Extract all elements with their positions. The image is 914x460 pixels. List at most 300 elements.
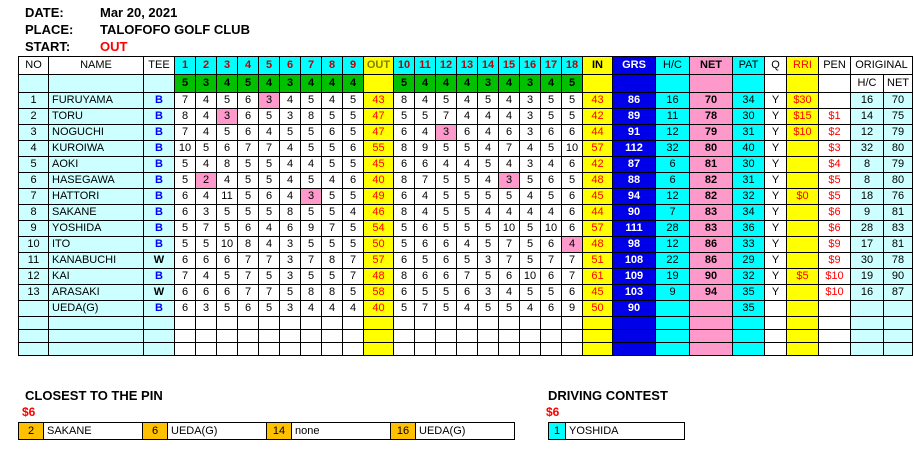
player-row	[19, 205, 913, 221]
q-cell: Y	[765, 141, 787, 157]
score-cell-hole-3: 4	[217, 173, 238, 189]
handicap: 12	[656, 237, 690, 253]
score-cell-hole-15: 5	[499, 301, 520, 317]
player-name	[49, 317, 144, 330]
player-name: ITO	[49, 237, 144, 253]
score-cell-hole-2: 4	[196, 125, 217, 141]
tee-cell: B	[144, 205, 175, 221]
player-name: AOKI	[49, 157, 144, 173]
score-cell-hole-7: 4	[301, 301, 322, 317]
score-cell-hole-1: 7	[175, 125, 196, 141]
par-hole-1: 5	[175, 75, 196, 93]
prize-hole-number: 1	[549, 423, 566, 440]
score-cell-hole-5: 5	[259, 157, 280, 173]
par-out-cell	[364, 75, 394, 93]
putts: 35	[733, 301, 765, 317]
score-cell-hole-10: 6	[394, 189, 415, 205]
score-cell	[394, 317, 415, 330]
q-cell: Y	[765, 109, 787, 125]
score-cell-hole-14: 5	[478, 157, 499, 173]
rri-cell	[787, 301, 819, 317]
score-cell-hole-7: 5	[301, 173, 322, 189]
original-net: 90	[884, 269, 913, 285]
score-cell-hole-1: 6	[175, 253, 196, 269]
col-header-hole-2: 2	[196, 57, 217, 75]
par-hole-5: 4	[259, 75, 280, 93]
score-cell-hole-1: 6	[175, 301, 196, 317]
score-cell-hole-7: 4	[301, 157, 322, 173]
out-total	[364, 317, 394, 330]
score-cell-hole-17: 7	[541, 253, 562, 269]
prize-hole-number: 2	[19, 423, 44, 440]
tee-cell: B	[144, 157, 175, 173]
tee-cell	[144, 317, 175, 330]
handicap	[656, 317, 690, 330]
col-header-hole-11: 11	[415, 57, 436, 75]
score-cell	[415, 343, 436, 356]
original-net: 70	[884, 93, 913, 109]
par-hole-11: 4	[415, 75, 436, 93]
player-row	[19, 285, 913, 301]
score-cell-hole-11: 4	[415, 125, 436, 141]
score-cell-hole-5: 7	[259, 285, 280, 301]
net-score: 86	[690, 253, 733, 269]
score-cell	[562, 343, 583, 356]
score-cell-hole-14: 4	[478, 125, 499, 141]
pen-cell: $3	[819, 141, 851, 157]
original-net: 87	[884, 285, 913, 301]
score-cell	[280, 330, 301, 343]
prize-hole-number: 16	[391, 423, 416, 440]
original-net	[884, 330, 913, 343]
score-cell-hole-7: 3	[301, 189, 322, 205]
score-cell-hole-17: 4	[541, 205, 562, 221]
putts: 30	[733, 109, 765, 125]
score-cell-hole-18: 6	[562, 157, 583, 173]
score-cell-hole-13: 6	[457, 125, 478, 141]
pen-cell: $2	[819, 125, 851, 141]
par-row	[19, 75, 913, 93]
score-cell	[301, 343, 322, 356]
handicap: 16	[656, 93, 690, 109]
score-cell-hole-6: 3	[280, 269, 301, 285]
score-cell-hole-4: 5	[238, 157, 259, 173]
score-cell-hole-5: 5	[259, 269, 280, 285]
out-total: 40	[364, 301, 394, 317]
pen-cell	[819, 93, 851, 109]
score-cell-hole-2: 3	[196, 301, 217, 317]
col-header-name: NAME	[49, 57, 144, 75]
in-total: 45	[583, 285, 613, 301]
header-row	[19, 57, 913, 75]
original-net	[884, 301, 913, 317]
col-header-hole-16: 16	[520, 57, 541, 75]
score-cell-hole-7: 8	[301, 285, 322, 301]
original-handicap: 17	[851, 237, 884, 253]
putts: 34	[733, 93, 765, 109]
rri-cell	[787, 173, 819, 189]
col-header-pen: PEN	[819, 57, 851, 75]
score-cell-hole-18: 5	[562, 93, 583, 109]
score-cell-hole-16: 5	[520, 221, 541, 237]
score-cell	[280, 317, 301, 330]
putts: 29	[733, 253, 765, 269]
player-name: KUROIWA	[49, 141, 144, 157]
row-number: 4	[19, 141, 49, 157]
prize-hole-number: 14	[267, 423, 292, 440]
original-net: 76	[884, 189, 913, 205]
out-total: 46	[364, 205, 394, 221]
col-header-hole-17: 17	[541, 57, 562, 75]
score-cell	[175, 317, 196, 330]
score-cell-hole-10: 8	[394, 269, 415, 285]
score-cell-hole-18: 9	[562, 301, 583, 317]
tee-cell	[144, 330, 175, 343]
row-number: 3	[19, 125, 49, 141]
row-number: 6	[19, 173, 49, 189]
score-cell-hole-11: 7	[415, 173, 436, 189]
score-cell-hole-1: 6	[175, 189, 196, 205]
score-cell-hole-18: 7	[562, 269, 583, 285]
original-net: 79	[884, 157, 913, 173]
col-header-hole-13: 13	[457, 57, 478, 75]
rri-cell	[787, 317, 819, 330]
par-hole-13: 4	[457, 75, 478, 93]
handicap: 6	[656, 157, 690, 173]
score-cell-hole-4: 6	[238, 125, 259, 141]
pen-cell: $5	[819, 173, 851, 189]
pen-cell: $9	[819, 237, 851, 253]
score-cell-hole-12: 5	[436, 189, 457, 205]
out-total: 47	[364, 125, 394, 141]
pen-cell	[819, 317, 851, 330]
score-cell-hole-11: 6	[415, 221, 436, 237]
original-net: 75	[884, 109, 913, 125]
score-cell-hole-17: 5	[541, 189, 562, 205]
original-net	[884, 343, 913, 356]
net-score: 82	[690, 173, 733, 189]
score-cell-hole-16: 3	[520, 157, 541, 173]
score-cell-hole-10: 6	[394, 157, 415, 173]
score-cell-hole-11: 5	[415, 109, 436, 125]
player-name: HATTORI	[49, 189, 144, 205]
score-cell	[238, 330, 259, 343]
score-cell-hole-7: 5	[301, 269, 322, 285]
par-pat-cell	[733, 75, 765, 93]
score-cell-hole-6: 8	[280, 205, 301, 221]
original-handicap: 18	[851, 189, 884, 205]
place-value: TALOFOFO GOLF CLUB	[100, 22, 250, 37]
score-cell-hole-6: 4	[280, 93, 301, 109]
score-cell-hole-3: 5	[217, 125, 238, 141]
score-cell-hole-18: 5	[562, 109, 583, 125]
score-cell-hole-8: 7	[322, 221, 343, 237]
pen-cell	[819, 343, 851, 356]
par-net-cell	[690, 75, 733, 93]
score-cell-hole-3: 11	[217, 189, 238, 205]
score-cell-hole-4: 8	[238, 237, 259, 253]
score-cell	[322, 330, 343, 343]
player-row	[19, 157, 913, 173]
score-cell-hole-4: 7	[238, 269, 259, 285]
score-cell-hole-4: 5	[238, 173, 259, 189]
tee-cell: B	[144, 125, 175, 141]
score-cell-hole-2: 5	[196, 237, 217, 253]
col-header-hole-18: 18	[562, 57, 583, 75]
prize-hole-number: 6	[143, 423, 168, 440]
handicap: 19	[656, 269, 690, 285]
q-cell: Y	[765, 157, 787, 173]
tee-cell: B	[144, 93, 175, 109]
score-cell-hole-5: 5	[259, 173, 280, 189]
original-handicap	[851, 330, 884, 343]
score-cell-hole-16: 5	[520, 285, 541, 301]
score-cell-hole-2: 4	[196, 109, 217, 125]
score-cell-hole-10: 8	[394, 205, 415, 221]
gross-score: 111	[613, 221, 656, 237]
empty-row	[19, 317, 913, 330]
score-cell-hole-9: 5	[343, 285, 364, 301]
score-cell	[343, 343, 364, 356]
row-number: 13	[19, 285, 49, 301]
col-header-no: NO	[19, 57, 49, 75]
score-cell-hole-8: 5	[322, 205, 343, 221]
original-handicap: 32	[851, 141, 884, 157]
score-cell-hole-17: 6	[541, 125, 562, 141]
score-cell-hole-17: 5	[541, 141, 562, 157]
row-number: 1	[19, 93, 49, 109]
tee-cell: B	[144, 221, 175, 237]
par-name-cell	[49, 75, 144, 93]
score-cell	[322, 317, 343, 330]
par-q-cell	[765, 75, 787, 93]
score-cell-hole-7: 5	[301, 205, 322, 221]
score-cell-hole-13: 4	[457, 93, 478, 109]
score-cell-hole-8: 5	[322, 189, 343, 205]
col-header-out: OUT	[364, 57, 394, 75]
par-hole-15: 4	[499, 75, 520, 93]
score-cell-hole-5: 4	[259, 125, 280, 141]
score-cell-hole-13: 5	[457, 141, 478, 157]
tee-cell: B	[144, 269, 175, 285]
score-cell	[436, 343, 457, 356]
gross-score	[613, 330, 656, 343]
putts: 33	[733, 237, 765, 253]
driving-contest-table	[548, 422, 685, 440]
score-cell-hole-18: 6	[562, 125, 583, 141]
score-cell-hole-13: 5	[457, 189, 478, 205]
out-total: 57	[364, 253, 394, 269]
score-cell	[196, 317, 217, 330]
rri-cell: $5	[787, 269, 819, 285]
handicap: 22	[656, 253, 690, 269]
rri-cell	[787, 253, 819, 269]
q-cell	[765, 301, 787, 317]
score-cell-hole-18: 6	[562, 221, 583, 237]
score-cell-hole-1: 10	[175, 141, 196, 157]
q-cell: Y	[765, 237, 787, 253]
player-name: FURUYAMA	[49, 93, 144, 109]
in-total: 48	[583, 237, 613, 253]
score-cell-hole-18: 10	[562, 141, 583, 157]
score-cell-hole-9: 5	[343, 237, 364, 253]
tee-cell: B	[144, 141, 175, 157]
pen-cell: $4	[819, 157, 851, 173]
score-cell-hole-7: 9	[301, 221, 322, 237]
score-cell-hole-16: 4	[520, 205, 541, 221]
row-number	[19, 301, 49, 317]
original-handicap: 30	[851, 253, 884, 269]
original-handicap: 12	[851, 125, 884, 141]
score-cell-hole-6: 4	[280, 173, 301, 189]
gross-score: 98	[613, 237, 656, 253]
in-total: 57	[583, 221, 613, 237]
score-cell-hole-5: 6	[259, 189, 280, 205]
player-name: SAKANE	[49, 205, 144, 221]
rri-cell	[787, 330, 819, 343]
score-cell-hole-5: 4	[259, 221, 280, 237]
score-cell	[520, 330, 541, 343]
score-cell-hole-13: 4	[457, 301, 478, 317]
score-cell	[562, 317, 583, 330]
score-cell-hole-14: 5	[478, 93, 499, 109]
score-cell-hole-2: 4	[196, 93, 217, 109]
score-cell-hole-11: 4	[415, 93, 436, 109]
score-cell-hole-8: 4	[322, 301, 343, 317]
score-cell-hole-2: 4	[196, 189, 217, 205]
score-cell-hole-15: 6	[499, 125, 520, 141]
score-cell	[238, 317, 259, 330]
par-rri-cell	[787, 75, 819, 93]
score-cell-hole-8: 8	[322, 253, 343, 269]
score-cell-hole-16: 3	[520, 125, 541, 141]
par-hole-18: 5	[562, 75, 583, 93]
score-cell	[499, 317, 520, 330]
score-cell	[322, 343, 343, 356]
original-handicap: 14	[851, 109, 884, 125]
putts	[733, 330, 765, 343]
score-cell	[217, 343, 238, 356]
score-cell-hole-6: 5	[280, 125, 301, 141]
original-net: 81	[884, 237, 913, 253]
net-score	[690, 301, 733, 317]
original-handicap: 16	[851, 285, 884, 301]
score-cell	[562, 330, 583, 343]
putts: 36	[733, 221, 765, 237]
par-hole-8: 4	[322, 75, 343, 93]
score-cell-hole-14: 5	[478, 269, 499, 285]
score-cell-hole-11: 6	[415, 237, 436, 253]
player-name: ARASAKI	[49, 285, 144, 301]
par-hole-17: 4	[541, 75, 562, 93]
driving-contest-title: DRIVING CONTEST	[548, 388, 668, 403]
par-hole-4: 5	[238, 75, 259, 93]
score-cell-hole-9: 7	[343, 269, 364, 285]
rri-cell	[787, 205, 819, 221]
par-hole-7: 4	[301, 75, 322, 93]
col-header-pat: PAT	[733, 57, 765, 75]
player-row	[19, 253, 913, 269]
gross-score: 103	[613, 285, 656, 301]
empty-row	[19, 343, 913, 356]
score-cell	[259, 317, 280, 330]
handicap: 32	[656, 141, 690, 157]
row-number: 7	[19, 189, 49, 205]
in-total	[583, 317, 613, 330]
putts: 32	[733, 269, 765, 285]
score-cell-hole-1: 5	[175, 237, 196, 253]
in-total: 48	[583, 173, 613, 189]
score-cell-hole-4: 7	[238, 285, 259, 301]
score-cell	[499, 343, 520, 356]
score-cell-hole-7: 5	[301, 141, 322, 157]
col-header-hole-1: 1	[175, 57, 196, 75]
score-cell-hole-13: 5	[457, 205, 478, 221]
player-row	[19, 109, 913, 125]
net-score: 81	[690, 157, 733, 173]
col-header-hole-12: 12	[436, 57, 457, 75]
score-cell-hole-7: 5	[301, 125, 322, 141]
score-cell-hole-18: 6	[562, 189, 583, 205]
score-cell-hole-15: 7	[499, 237, 520, 253]
score-cell-hole-1: 6	[175, 285, 196, 301]
score-cell-hole-15: 7	[499, 141, 520, 157]
putts: 34	[733, 205, 765, 221]
score-cell	[457, 343, 478, 356]
row-number: 12	[19, 269, 49, 285]
player-row	[19, 269, 913, 285]
driving-contest-row	[549, 423, 685, 440]
score-cell-hole-5: 5	[259, 205, 280, 221]
rri-cell: $30	[787, 93, 819, 109]
in-total	[583, 330, 613, 343]
score-cell	[301, 330, 322, 343]
score-cell-hole-17: 6	[541, 237, 562, 253]
par-pen-cell	[819, 75, 851, 93]
q-cell	[765, 343, 787, 356]
col-header-hole-4: 4	[238, 57, 259, 75]
q-cell: Y	[765, 125, 787, 141]
score-cell	[415, 330, 436, 343]
putts: 35	[733, 285, 765, 301]
pen-cell: $6	[819, 205, 851, 221]
score-cell-hole-18: 6	[562, 285, 583, 301]
player-row	[19, 237, 913, 253]
closest-to-pin-prize: $6	[22, 405, 36, 419]
score-cell	[238, 343, 259, 356]
net-score: 83	[690, 205, 733, 221]
col-subheader-orig-net: NET	[884, 75, 913, 93]
col-header-in: IN	[583, 57, 613, 75]
original-handicap	[851, 301, 884, 317]
col-header-hole-14: 14	[478, 57, 499, 75]
score-cell-hole-6: 4	[280, 157, 301, 173]
col-header-hole-7: 7	[301, 57, 322, 75]
par-no-cell	[19, 75, 49, 93]
score-cell-hole-9: 6	[343, 141, 364, 157]
score-cell-hole-16: 5	[520, 253, 541, 269]
par-hole-16: 3	[520, 75, 541, 93]
score-cell-hole-18: 7	[562, 253, 583, 269]
score-cell-hole-10: 5	[394, 221, 415, 237]
in-total: 43	[583, 93, 613, 109]
in-total: 44	[583, 205, 613, 221]
gross-score: 90	[613, 205, 656, 221]
score-cell-hole-5: 3	[259, 93, 280, 109]
score-cell-hole-1: 5	[175, 157, 196, 173]
score-cell-hole-13: 4	[457, 109, 478, 125]
original-net: 80	[884, 141, 913, 157]
